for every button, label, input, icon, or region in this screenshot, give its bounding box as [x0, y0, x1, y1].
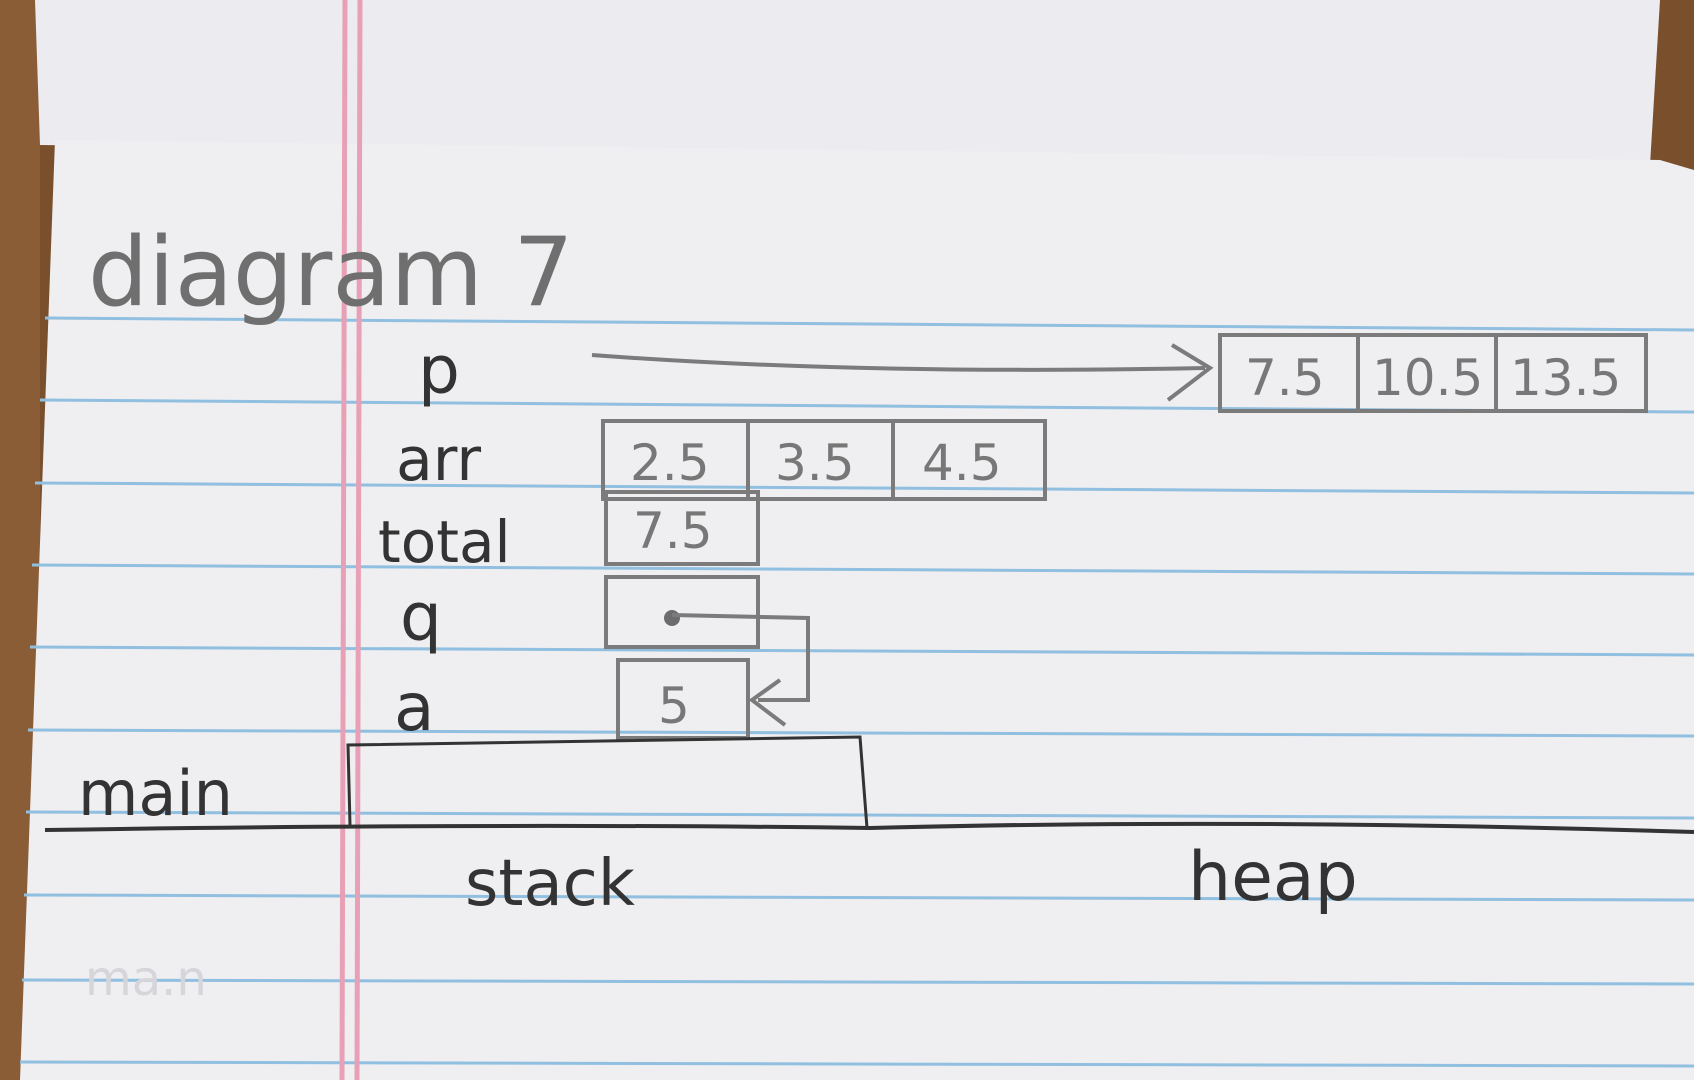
- main-frame-label: main: [78, 757, 233, 830]
- stack-region-label: stack: [465, 847, 635, 921]
- page-flap: [35, 0, 1660, 165]
- label-p: p: [418, 332, 460, 409]
- heap-value-0: 7.5: [1245, 349, 1325, 407]
- label-total: total: [378, 508, 511, 576]
- heap-region-label: heap: [1188, 838, 1358, 917]
- arr-value-2: 4.5: [922, 434, 1002, 492]
- label-q: q: [400, 579, 442, 656]
- a-value: 5: [658, 677, 690, 735]
- arr-value-1: 3.5: [775, 434, 855, 492]
- heap-value-2: 13.5: [1510, 349, 1622, 407]
- diagram-title: diagram 7: [88, 218, 574, 328]
- total-value: 7.5: [633, 502, 713, 560]
- show-through-text: ma.n: [85, 951, 207, 1007]
- q-pointer-dot: [664, 610, 680, 626]
- heap-value-1: 10.5: [1372, 349, 1484, 407]
- label-a: a: [394, 669, 435, 746]
- label-arr: arr: [396, 425, 482, 495]
- arr-value-0: 2.5: [630, 434, 710, 492]
